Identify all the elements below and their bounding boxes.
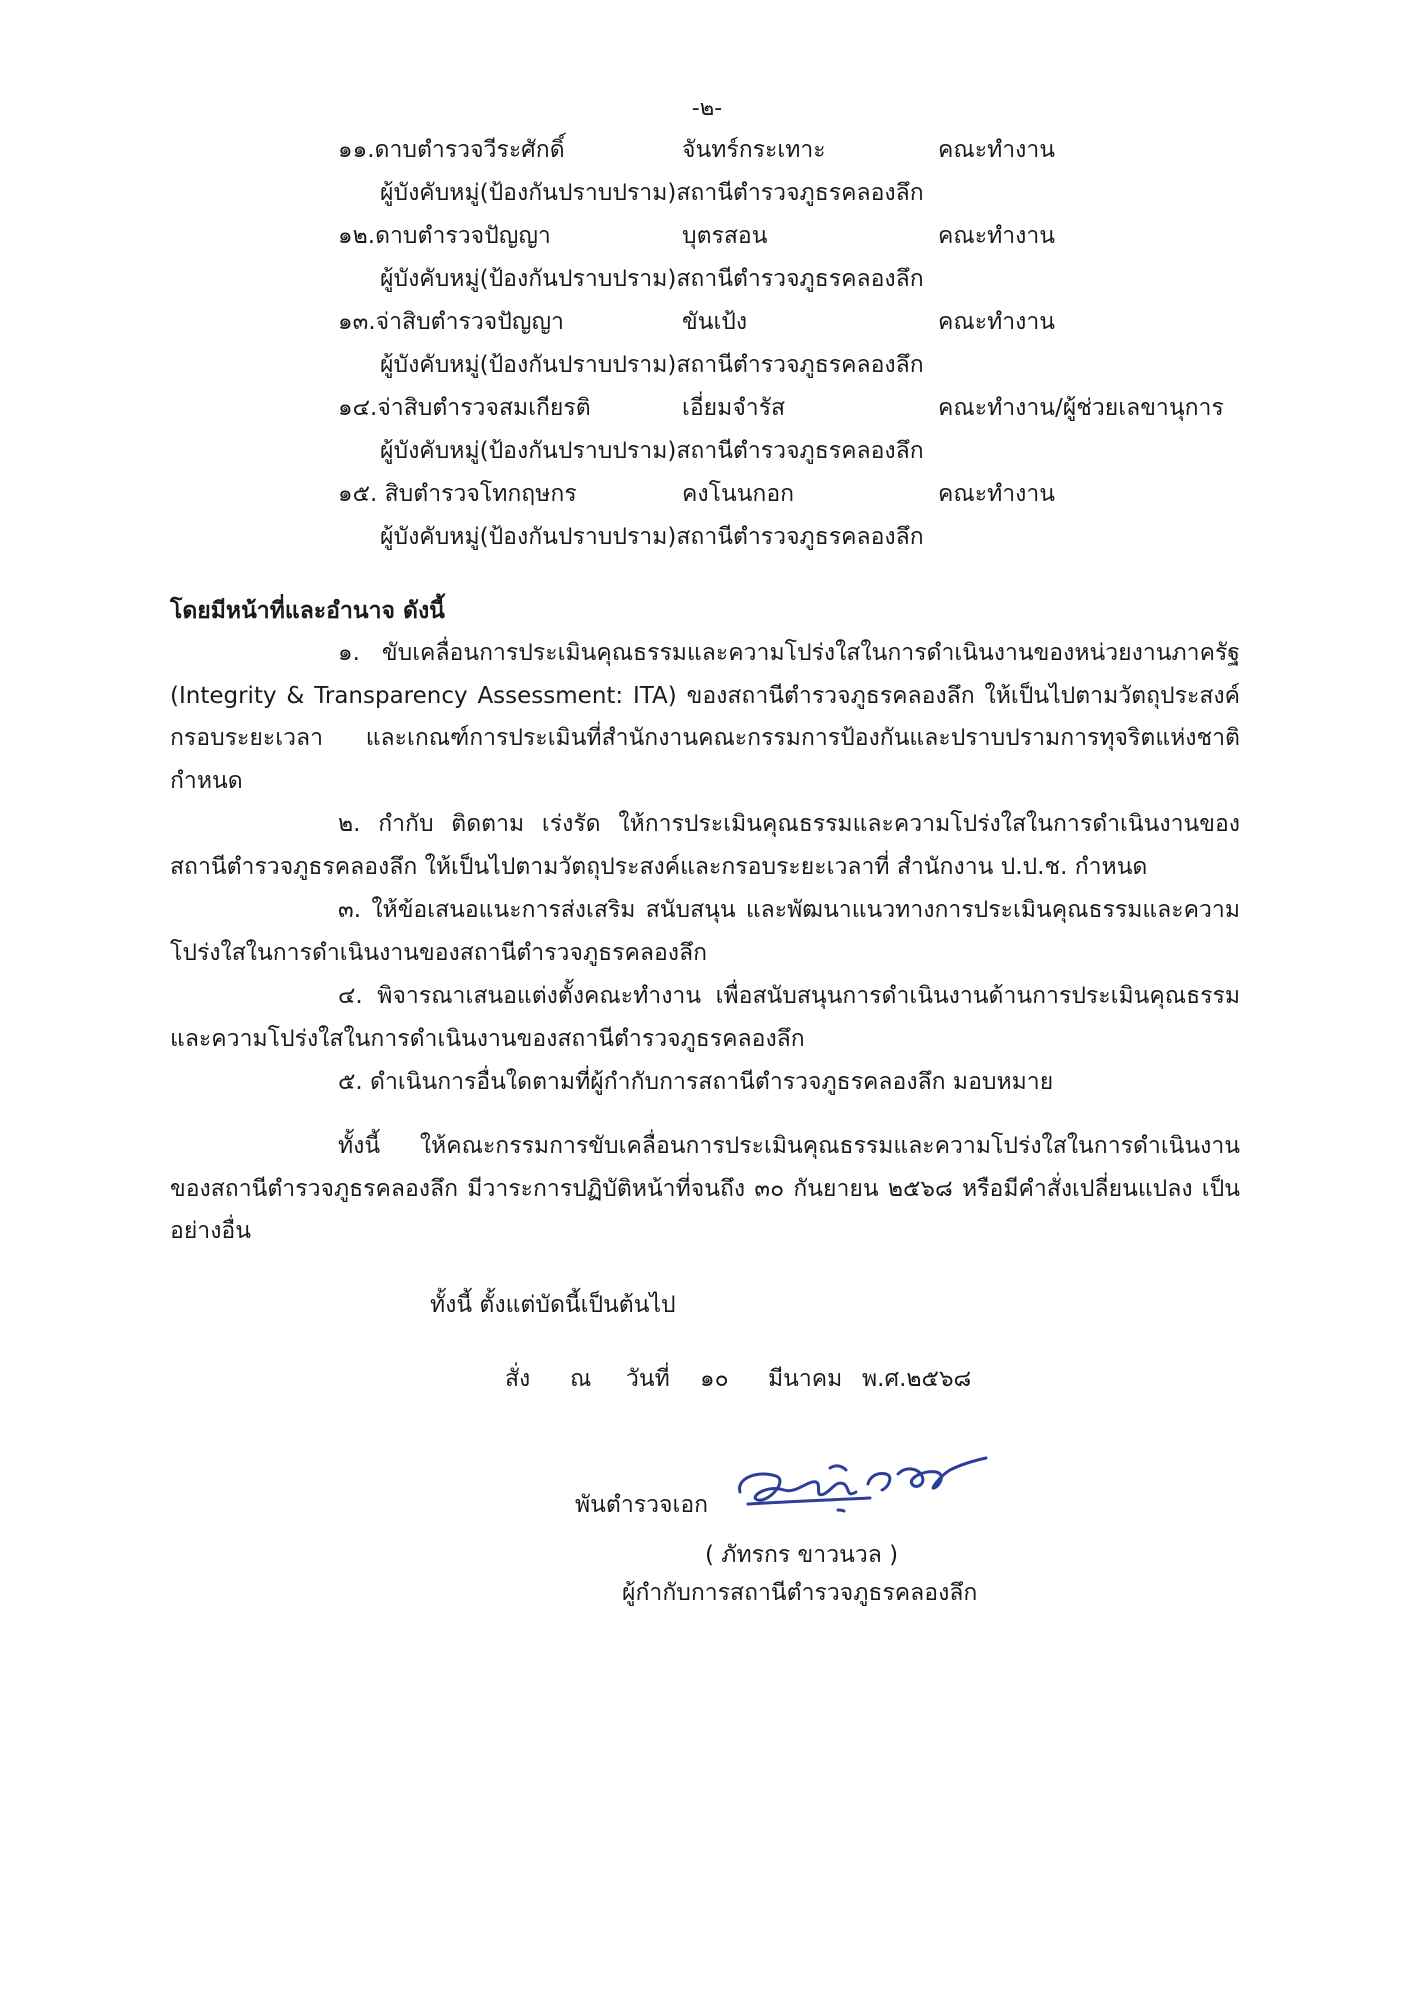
member-surname: เอี่ยมจำรัส: [682, 395, 786, 421]
duty-paragraph: ๔. พิจารณาเสนอแต่งตั้งคณะทำงาน เพื่อสนับสนุนการดำเนินงานด้านการประเมินคุณธรรม และความโปร่งใสในการดำเนินงานของสถานีตำรวจภูธรคลองลึก: [170, 983, 1240, 1052]
member-role: คณะทำงาน: [938, 309, 1056, 335]
year-value: พ.ศ.๒๕๖๘: [862, 1366, 972, 1392]
page-number: -๒-: [691, 96, 723, 121]
member-role: คณะทำงาน/ผู้ช่วยเลขานุการ: [938, 395, 1224, 421]
term-paragraph: ทั้งนี้ ให้คณะกรรมการขับเคลื่อนการประเมินคุณธรรมและความโปร่งใสในการดำเนินงาน ของสถานีตำรวจภูธรคลองลึก มีวาระการปฏิบัติหน้าที่จนถึง ๓๐ กันยายน ๒๕๖๘ หรือมีคำสั่งเปลี่ยนแปลง เป็นอย่างอื่น: [170, 1133, 1240, 1244]
member-role: คณะทำงาน: [938, 137, 1056, 163]
member-position: ผู้บังคับหมู่(ป้องกันปราบปราม)สถานีตำรวจภูธรคลองลึก: [380, 438, 924, 464]
member-position: ผู้บังคับหมู่(ป้องกันปราบปราม)สถานีตำรวจภูธรคลองลึก: [380, 180, 924, 206]
duty-paragraph: ๓. ให้ข้อเสนอแนะการส่งเสริม สนับสนุน และพัฒนาแนวทางการประเมินคุณธรรมและความ โปร่งใสในการดำเนินงานของสถานีตำรวจภูธรคลองลึก: [170, 897, 1240, 966]
order-date: [0, 1361, 1414, 1393]
member-position: ผู้บังคับหมู่(ป้องกันปราบปราม)สถานีตำรวจภูธรคลองลึก: [380, 524, 924, 550]
duty-paragraph: ๕. ดำเนินการอื่นใดตามที่ผู้กำกับการสถานีตำรวจภูธรคลองลึก มอบหมาย: [338, 1069, 1054, 1095]
member-surname: ขันเป้ง: [682, 309, 748, 335]
day-word: วันที่: [626, 1366, 670, 1392]
member-position: ผู้บังคับหมู่(ป้องกันปราบปราม)สถานีตำรวจภูธรคลองลึก: [380, 266, 924, 292]
signature-ink: [718, 1440, 1008, 1530]
duties-heading: โดยมีหน้าที่และอำนาจ ดังนี้: [170, 598, 445, 624]
member-role: คณะทำงาน: [938, 481, 1056, 507]
day-value: ๑๐: [700, 1366, 729, 1392]
member-surname: คงโนนกอก: [682, 481, 795, 507]
handwritten-signature: [718, 1440, 1008, 1530]
member-surname: บุตรสอน: [682, 223, 768, 249]
duty-paragraph: ๒. กำกับ ติดตาม เร่งรัด ให้การประเมินคุณธรรมและความโปร่งใสในการดำเนินงานของ สถานีตำรวจภูธรคลองลึก ให้เป็นไปตามวัตถุประสงค์และกรอบระยะเวลาที่ สำนักงาน ป.ป.ช. กำหนด: [170, 811, 1240, 880]
member-name: ๑๓.จ่าสิบตำรวจปัญญา: [338, 309, 564, 335]
member-name: ๑๒.ดาบตำรวจปัญญา: [338, 223, 551, 249]
member-role: คณะทำงาน: [938, 223, 1056, 249]
member-position: ผู้บังคับหมู่(ป้องกันปราบปราม)สถานีตำรวจภูธรคลองลึก: [380, 352, 924, 378]
member-name: ๑๑.ดาบตำรวจวีระศักดิ์: [338, 137, 565, 163]
signer-position: ผู้กำกับการสถานีตำรวจภูธรคลองลึก: [622, 1580, 978, 1606]
signer-rank: พันตำรวจเอก: [575, 1492, 709, 1518]
at-word: ณ: [570, 1366, 592, 1392]
month-value: มีนาคม: [768, 1366, 843, 1392]
duty-paragraph: ๑. ขับเคลื่อนการประเมินคุณธรรมและความโปร่งใสในการดำเนินงานของหน่วยงานภาครัฐ (Integrity & Transparency Assessment: ITA) ของสถานีตำรวจภูธรคลองลึก ให้เป็นไปตามวัตถุประสงค์ กรอบระยะเวลา และเกณฑ์การประเมินที่สำนักงานคณะกรรมการป้องกันและปราบปรามการทุจริตแห่งชาติ กำหนด: [170, 640, 1240, 794]
member-name: ๑๕. สิบตำรวจโทกฤษกร: [338, 481, 577, 507]
effective-statement: ทั้งนี้ ตั้งแต่บัดนี้เป็นต้นไป: [430, 1292, 676, 1318]
order-word: สั่ง: [505, 1366, 531, 1392]
member-name: ๑๔.จ่าสิบตำรวจสมเกียรติ: [338, 395, 591, 421]
signer-name: ( ภัทรกร ขาวนวล ): [705, 1542, 899, 1568]
member-surname: จันทร์กระเทาะ: [682, 137, 826, 163]
